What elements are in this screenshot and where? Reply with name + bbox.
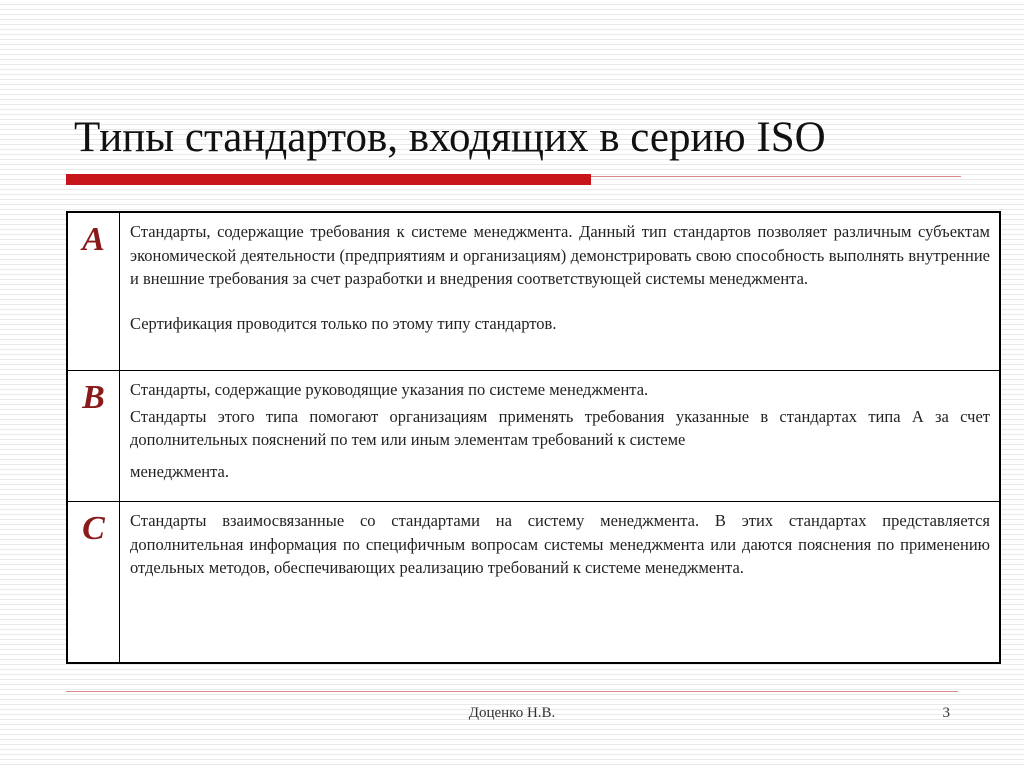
footer-divider bbox=[66, 691, 958, 692]
row-text-a bbox=[120, 213, 999, 370]
page-number: 3 bbox=[942, 705, 950, 721]
row-b-paragraph-3: менеджмента. bbox=[130, 461, 229, 481]
row-b-paragraph-2: Стандарты этого типа помогают организациям применять требования указанные в стандартах типа А за счет дополнительных пояснений по тем или иным элементам требований к системе bbox=[130, 406, 990, 449]
row-b-paragraph-1: Стандарты, содержащие руководящие указания по системе менеджмента. bbox=[130, 380, 649, 399]
table-row-a bbox=[68, 213, 999, 371]
row-c-paragraph-1: Стандарты взаимосвязанные со стандартами на систему менеджмента. В этих стандартах представляется дополнительная информация по специфичным вопросам системы менеджмента или даются пояснения по применению отдельных методов, обеспечивающих реализацию требований к системе менеджмента. bbox=[130, 511, 990, 577]
table-row-b bbox=[68, 371, 999, 502]
row-text-b bbox=[120, 371, 999, 501]
row-text-c bbox=[120, 502, 999, 662]
standards-table bbox=[66, 211, 1001, 664]
table-row-c bbox=[68, 502, 999, 662]
row-a-paragraph-2: Сертификация проводится только по этому типу стандартов. bbox=[130, 313, 557, 333]
slide-title: Типы стандартов, входящих в серию ISO bbox=[74, 114, 826, 161]
title-accent-line bbox=[591, 176, 961, 177]
footer-author: Доценко Н.В. bbox=[468, 705, 556, 721]
row-a-paragraph-1: Стандарты, содержащие требования к системе менеджмента. Данный тип стандартов позволяет различным субъектам экономической деятельности (предприятиям и организациям) демонстрировать свою способность выполнять внутренние и внешние требования за счет разработки и внедрения соответствующей системы менеджмента. bbox=[130, 222, 990, 288]
row-letter-c: C bbox=[68, 502, 120, 662]
row-letter-b: B bbox=[68, 371, 120, 501]
row-letter-a: A bbox=[68, 213, 120, 370]
title-accent-bar bbox=[66, 174, 591, 185]
